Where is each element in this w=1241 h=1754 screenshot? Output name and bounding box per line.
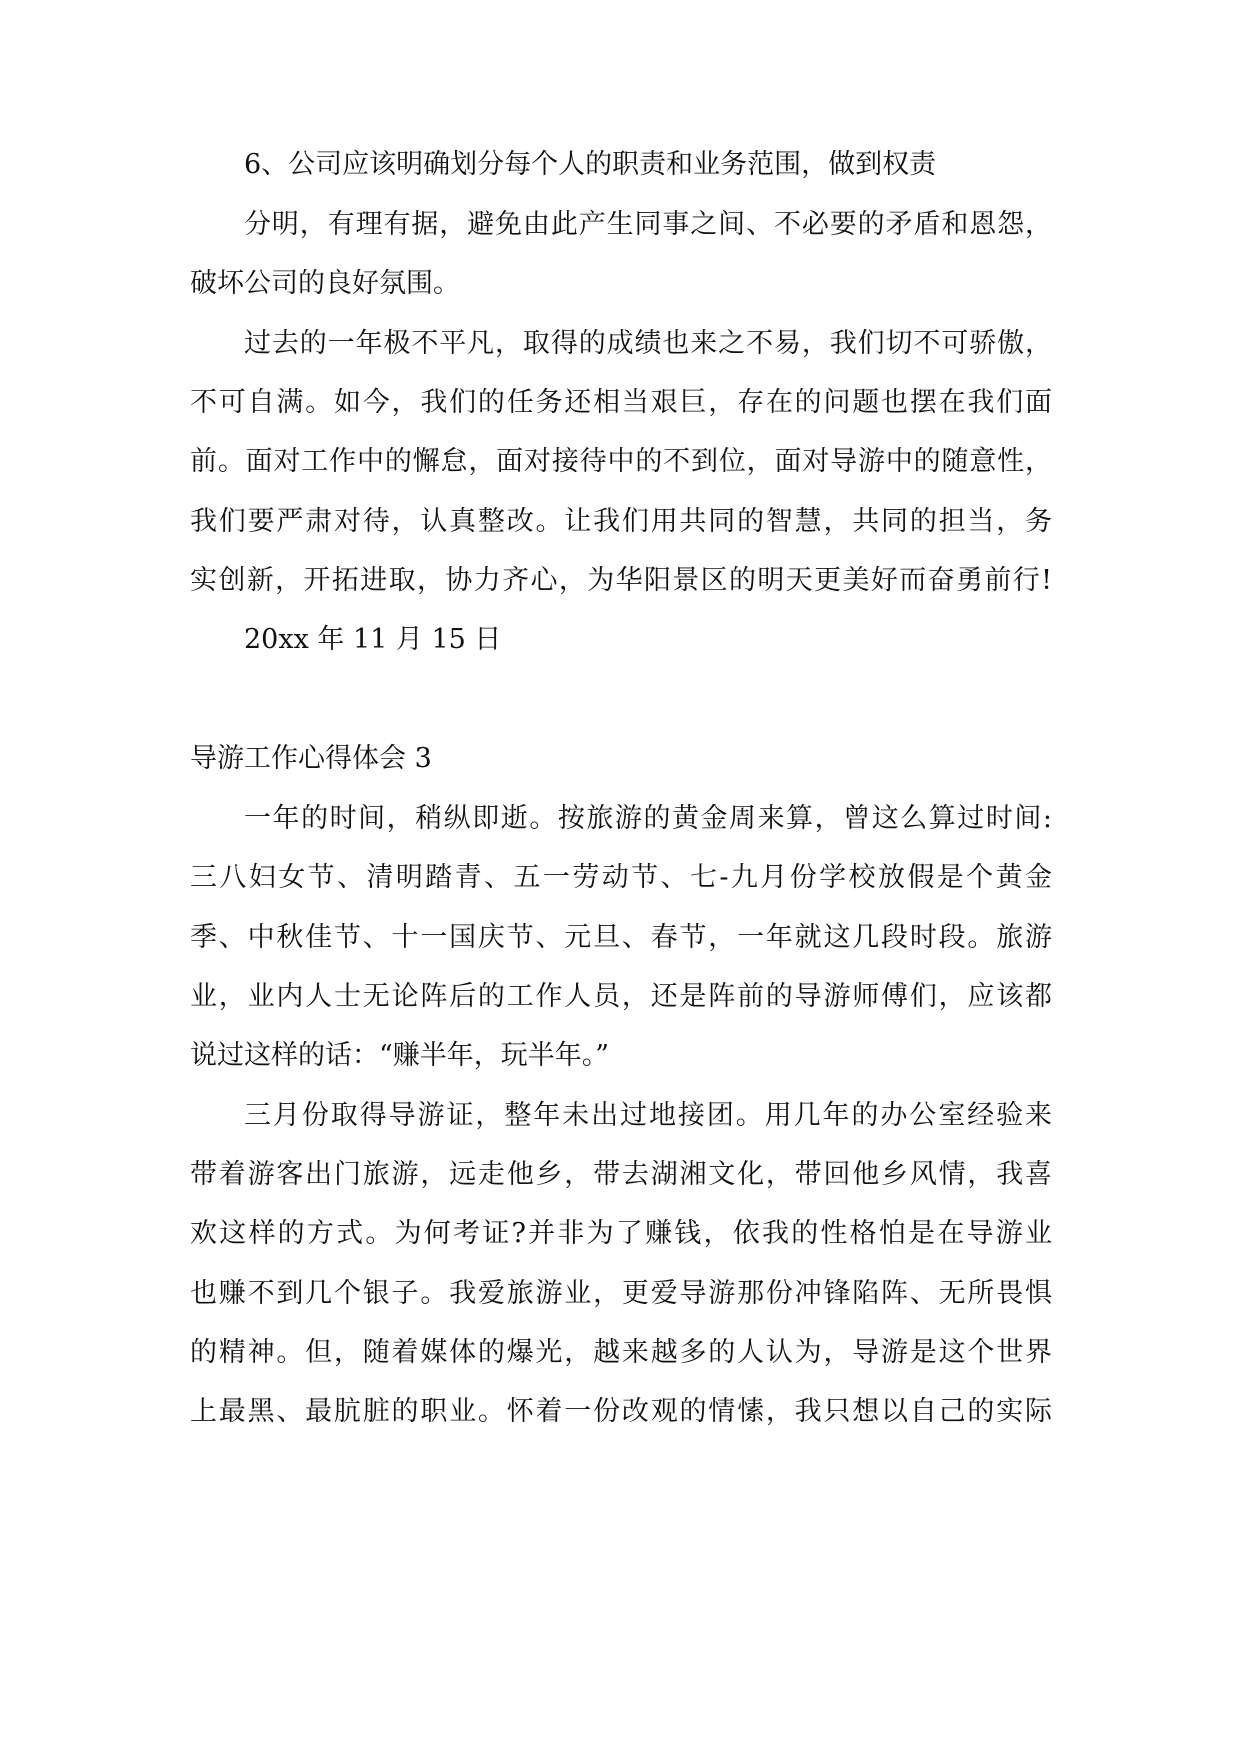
paragraph-line: 分明，有理有据，避免由此产生同事之间、不必要的矛盾和恩怨， bbox=[244, 209, 1052, 240]
paragraph-line: 不可自满。如今，我们的任务还相当艰巨，存在的问题也摆在我们面 bbox=[190, 387, 1052, 418]
paragraph-line: 实创新，开拓进取，协力齐心，为华阳景区的明天更美好而奋勇前行! bbox=[190, 565, 1052, 596]
paragraph-line: 上最黑、最肮脏的职业。怀着一份改观的情愫，我只想以自己的实际 bbox=[190, 1396, 1052, 1427]
paragraph-line: 三月份取得导游证，整年未出过地接团。用几年的办公室经验来 bbox=[244, 1100, 1052, 1131]
paragraph-line: 的精神。但，随着媒体的爆光，越来越多的人认为，导游是这个世界 bbox=[190, 1337, 1052, 1368]
paragraph-line: 说过这样的话：“赚半年，玩半年。” bbox=[190, 1040, 610, 1071]
paragraph-line: 破坏公司的良好氛围。 bbox=[190, 268, 460, 299]
paragraph-line: 三八妇女节、清明踏青、五一劳动节、七-九月份学校放假是个黄金 bbox=[190, 862, 1052, 893]
paragraph-line: 季、中秋佳节、十一国庆节、元旦、春节，一年就这几段时段。旅游 bbox=[190, 922, 1052, 953]
paragraph-line: 我们要严肃对待，认真整改。让我们用共同的智慧，共同的担当，务 bbox=[190, 506, 1052, 537]
paragraph-line: 一年的时间，稍纵即逝。按旅游的黄金周来算，曾这么算过时间: bbox=[244, 803, 1052, 834]
section-heading: 导游工作心得体会 3 bbox=[190, 743, 432, 774]
paragraph-line: 欢这样的方式。为何考证?并非为了赚钱，依我的性格怕是在导游业 bbox=[190, 1218, 1052, 1249]
date-line: 20xx 年 11 月 15 日 bbox=[244, 624, 502, 655]
paragraph-line: 6、公司应该明确划分每个人的职责和业务范围，做到权责 bbox=[244, 149, 937, 180]
paragraph-line: 业，业内人士无论阵后的工作人员，还是阵前的导游师傅们，应该都 bbox=[190, 981, 1052, 1012]
paragraph-line: 过去的一年极不平凡，取得的成绩也来之不易，我们切不可骄傲， bbox=[244, 328, 1052, 359]
paragraph-line: 带着游客出门旅游，远走他乡，带去湖湘文化，带回他乡风情，我喜 bbox=[190, 1159, 1052, 1190]
paragraph-line: 也赚不到几个银子。我爱旅游业，更爱导游那份冲锋陷阵、无所畏惧 bbox=[190, 1278, 1052, 1309]
paragraph-line: 前。面对工作中的懈怠，面对接待中的不到位，面对导游中的随意性， bbox=[190, 446, 1052, 477]
